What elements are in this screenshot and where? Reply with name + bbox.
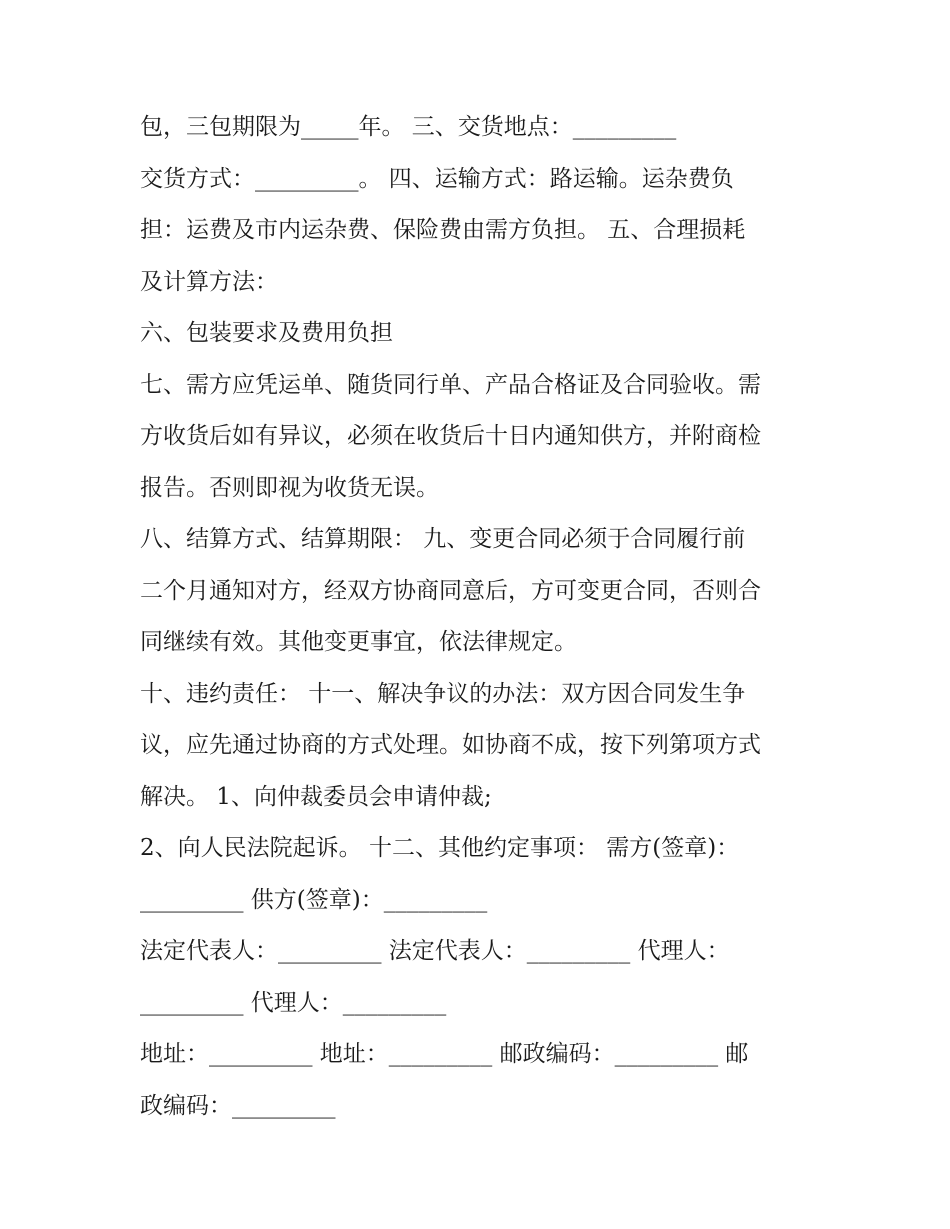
text-line: 同继续有效。其他变更事宜，依法律规定。 bbox=[140, 629, 577, 655]
contract-page bbox=[140, 102, 830, 1132]
text-line: _________ 代理人：_________ bbox=[140, 989, 447, 1016]
text-line: 解决。 1、向仲裁委员会申请仲裁; bbox=[140, 783, 492, 810]
text-line: 担：运费及市内运杂费、保险费由需方负担。 五、合理损耗 bbox=[140, 217, 746, 243]
text-line: 报告。否则即视为收货无误。 bbox=[140, 474, 439, 501]
text-line: 二个月通知对方，经双方协商同意后，方可变更合同，否则合 bbox=[140, 577, 761, 604]
text-line: 法定代表人：_________ 法定代表人：_________ 代理人： bbox=[140, 938, 730, 964]
text-line: 议，应先通过协商的方式处理。如协商不成，按下列第项方式 bbox=[140, 732, 761, 758]
text-line: 政编码：_________ bbox=[140, 1092, 336, 1119]
text-line: 七、需方应凭运单、随货同行单、产品合格证及合同验收。需 bbox=[140, 371, 761, 398]
text-line: _________ 供方(签章)：_________ bbox=[140, 886, 488, 913]
text-line: 六、包装要求及费用负担 bbox=[140, 320, 393, 346]
text-line: 及计算方法： bbox=[140, 268, 278, 295]
text-line: 交货方式：_________。 四、运输方式：路运输。运杂费负 bbox=[140, 165, 734, 192]
text-line: 2、向人民法院起诉。 十二、其他约定事项： 需方(签章)： bbox=[140, 835, 740, 861]
text-line: 方收货后如有异议，必须在收货后十日内通知供方，并附商检 bbox=[140, 423, 761, 449]
text-line: 地址：_________ 地址：_________ 邮政编码：_________ 邮 bbox=[140, 1041, 749, 1067]
text-line: 八、结算方式、结算期限： 九、变更合同必须于合同履行前 bbox=[140, 526, 746, 552]
text-line: 包，三包期限为_____年。 三、交货地点：_________ bbox=[140, 114, 677, 140]
text-line: 十、违约责任： 十一、解决争议的办法：双方因合同发生争 bbox=[140, 680, 746, 707]
